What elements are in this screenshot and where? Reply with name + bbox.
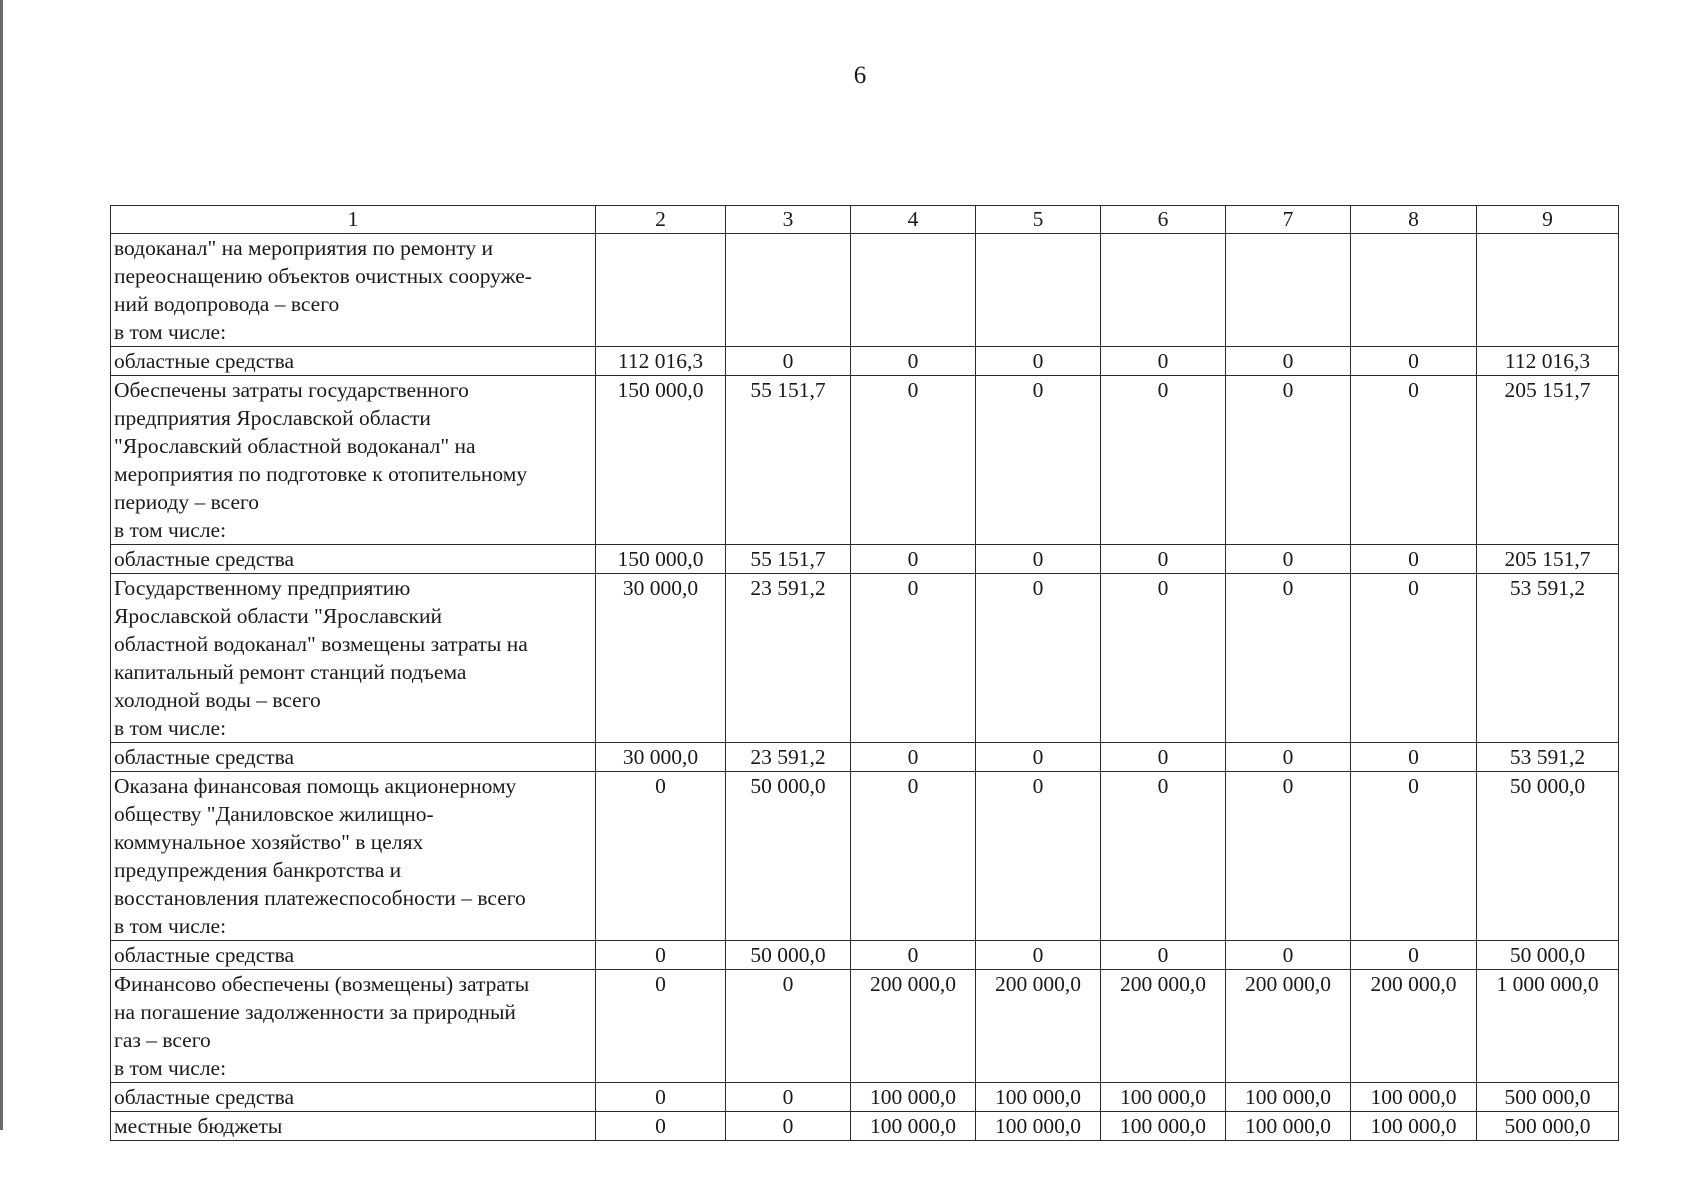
- cell-col-4: 200 000,0: [851, 970, 976, 1083]
- cell-col-5: 100 000,0: [976, 1112, 1101, 1141]
- row-label: Финансово обеспечены (возмещены) затраты на погашение задолженности за природный газ – всего в том числе:: [111, 970, 596, 1083]
- cell-col-2: 0: [596, 941, 726, 970]
- table-row: [111, 772, 1619, 941]
- cell-col-6: 0: [1101, 772, 1226, 941]
- cell-col-7: 0: [1226, 347, 1351, 376]
- cell-col-5: 0: [976, 574, 1101, 743]
- cell-col-8: 100 000,0: [1351, 1083, 1477, 1112]
- cell-col-3: 0: [726, 347, 851, 376]
- cell-col-9: 53 591,2: [1477, 574, 1619, 743]
- budget-table: [110, 205, 1619, 1141]
- cell-col-6: 200 000,0: [1101, 970, 1226, 1083]
- cell-col-3: 0: [726, 1112, 851, 1141]
- cell-col-4: 0: [851, 574, 976, 743]
- table-row: [111, 970, 1619, 1083]
- cell-col-4: 0: [851, 772, 976, 941]
- table-body: [111, 234, 1619, 1141]
- table-row: [111, 1112, 1619, 1141]
- cell-col-8: 0: [1351, 772, 1477, 941]
- cell-col-4: 0: [851, 376, 976, 545]
- cell-col-9: 205 151,7: [1477, 545, 1619, 574]
- cell-col-4: 0: [851, 941, 976, 970]
- cell-col-5: 0: [976, 941, 1101, 970]
- row-label: областные средства: [111, 1083, 596, 1112]
- cell-col-6: 0: [1101, 376, 1226, 545]
- cell-col-8: [1351, 234, 1477, 347]
- cell-col-2: 112 016,3: [596, 347, 726, 376]
- cell-col-2: 30 000,0: [596, 743, 726, 772]
- column-header-9: 9: [1477, 206, 1619, 234]
- cell-col-7: 0: [1226, 574, 1351, 743]
- cell-col-5: 200 000,0: [976, 970, 1101, 1083]
- cell-col-2: 30 000,0: [596, 574, 726, 743]
- cell-col-7: 0: [1226, 941, 1351, 970]
- cell-col-7: 100 000,0: [1226, 1083, 1351, 1112]
- table-row: [111, 376, 1619, 545]
- table-row: [111, 1083, 1619, 1112]
- table-row: [111, 574, 1619, 743]
- cell-col-2: [596, 234, 726, 347]
- table-row: [111, 545, 1619, 574]
- cell-col-3: 55 151,7: [726, 545, 851, 574]
- header-row: [111, 206, 1619, 234]
- cell-col-6: 0: [1101, 347, 1226, 376]
- cell-col-5: 0: [976, 743, 1101, 772]
- page-number: 6: [853, 62, 867, 89]
- cell-col-9: 50 000,0: [1477, 941, 1619, 970]
- table-header: [111, 206, 1619, 234]
- column-header-8: 8: [1351, 206, 1477, 234]
- cell-col-9: 112 016,3: [1477, 347, 1619, 376]
- cell-col-7: [1226, 234, 1351, 347]
- row-label: водоканал" на мероприятия по ремонту и переоснащению объектов очистных сооруже- ний водопровода – всего в том числе:: [111, 234, 596, 347]
- cell-col-3: 55 151,7: [726, 376, 851, 545]
- cell-col-7: 200 000,0: [1226, 970, 1351, 1083]
- cell-col-4: 0: [851, 545, 976, 574]
- cell-col-9: 53 591,2: [1477, 743, 1619, 772]
- cell-col-4: 100 000,0: [851, 1083, 976, 1112]
- cell-col-4: 100 000,0: [851, 1112, 976, 1141]
- cell-col-8: 200 000,0: [1351, 970, 1477, 1083]
- row-label: областные средства: [111, 545, 596, 574]
- row-label: областные средства: [111, 347, 596, 376]
- cell-col-3: 23 591,2: [726, 743, 851, 772]
- row-label: Государственному предприятию Ярославской области "Ярославский областной водоканал" возмещены затраты на капитальный ремонт станций подъема холодной воды – всего в том числе:: [111, 574, 596, 743]
- table-row: [111, 234, 1619, 347]
- cell-col-6: 0: [1101, 941, 1226, 970]
- cell-col-4: [851, 234, 976, 347]
- table-row: [111, 941, 1619, 970]
- cell-col-6: [1101, 234, 1226, 347]
- cell-col-3: 0: [726, 970, 851, 1083]
- cell-col-3: 23 591,2: [726, 574, 851, 743]
- cell-col-7: 0: [1226, 545, 1351, 574]
- cell-col-5: 0: [976, 376, 1101, 545]
- cell-col-4: 0: [851, 743, 976, 772]
- row-label: областные средства: [111, 941, 596, 970]
- cell-col-9: 1 000 000,0: [1477, 970, 1619, 1083]
- cell-col-8: 0: [1351, 545, 1477, 574]
- cell-col-2: 0: [596, 1112, 726, 1141]
- cell-col-5: 100 000,0: [976, 1083, 1101, 1112]
- cell-col-9: 500 000,0: [1477, 1083, 1619, 1112]
- column-header-1: 1: [111, 206, 596, 234]
- cell-col-3: 50 000,0: [726, 941, 851, 970]
- cell-col-9: [1477, 234, 1619, 347]
- row-label: Обеспечены затраты государственного предприятия Ярославской области "Ярославский областной водоканал" на мероприятия по подготовке к отопительному периоду – всего в том числе:: [111, 376, 596, 545]
- row-label: Оказана финансовая помощь акционерному обществу "Даниловское жилищно- коммунальное хозяйство" в целях предупреждения банкротства и восстановления платежеспособности – всего в том числе:: [111, 772, 596, 941]
- column-header-2: 2: [596, 206, 726, 234]
- column-header-5: 5: [976, 206, 1101, 234]
- table-row: [111, 347, 1619, 376]
- cell-col-2: 150 000,0: [596, 376, 726, 545]
- cell-col-2: 0: [596, 970, 726, 1083]
- cell-col-7: 100 000,0: [1226, 1112, 1351, 1141]
- cell-col-6: 0: [1101, 574, 1226, 743]
- cell-col-6: 0: [1101, 743, 1226, 772]
- row-label: местные бюджеты: [111, 1112, 596, 1141]
- scan-left-edge: [0, 0, 3, 1130]
- column-header-6: 6: [1101, 206, 1226, 234]
- cell-col-2: 150 000,0: [596, 545, 726, 574]
- column-header-3: 3: [726, 206, 851, 234]
- cell-col-4: 0: [851, 347, 976, 376]
- cell-col-8: 0: [1351, 743, 1477, 772]
- cell-col-7: 0: [1226, 376, 1351, 545]
- column-header-7: 7: [1226, 206, 1351, 234]
- cell-col-9: 50 000,0: [1477, 772, 1619, 941]
- cell-col-8: 0: [1351, 376, 1477, 545]
- cell-col-5: 0: [976, 545, 1101, 574]
- cell-col-7: 0: [1226, 743, 1351, 772]
- cell-col-8: 0: [1351, 941, 1477, 970]
- cell-col-3: [726, 234, 851, 347]
- cell-col-8: 0: [1351, 347, 1477, 376]
- cell-col-5: 0: [976, 347, 1101, 376]
- cell-col-6: 100 000,0: [1101, 1112, 1226, 1141]
- cell-col-9: 500 000,0: [1477, 1112, 1619, 1141]
- column-header-4: 4: [851, 206, 976, 234]
- cell-col-7: 0: [1226, 772, 1351, 941]
- cell-col-5: [976, 234, 1101, 347]
- cell-col-3: 50 000,0: [726, 772, 851, 941]
- cell-col-3: 0: [726, 1083, 851, 1112]
- table-row: [111, 743, 1619, 772]
- cell-col-6: 100 000,0: [1101, 1083, 1226, 1112]
- cell-col-5: 0: [976, 772, 1101, 941]
- cell-col-8: 0: [1351, 574, 1477, 743]
- cell-col-2: 0: [596, 1083, 726, 1112]
- cell-col-8: 100 000,0: [1351, 1112, 1477, 1141]
- cell-col-2: 0: [596, 772, 726, 941]
- row-label: областные средства: [111, 743, 596, 772]
- cell-col-6: 0: [1101, 545, 1226, 574]
- cell-col-9: 205 151,7: [1477, 376, 1619, 545]
